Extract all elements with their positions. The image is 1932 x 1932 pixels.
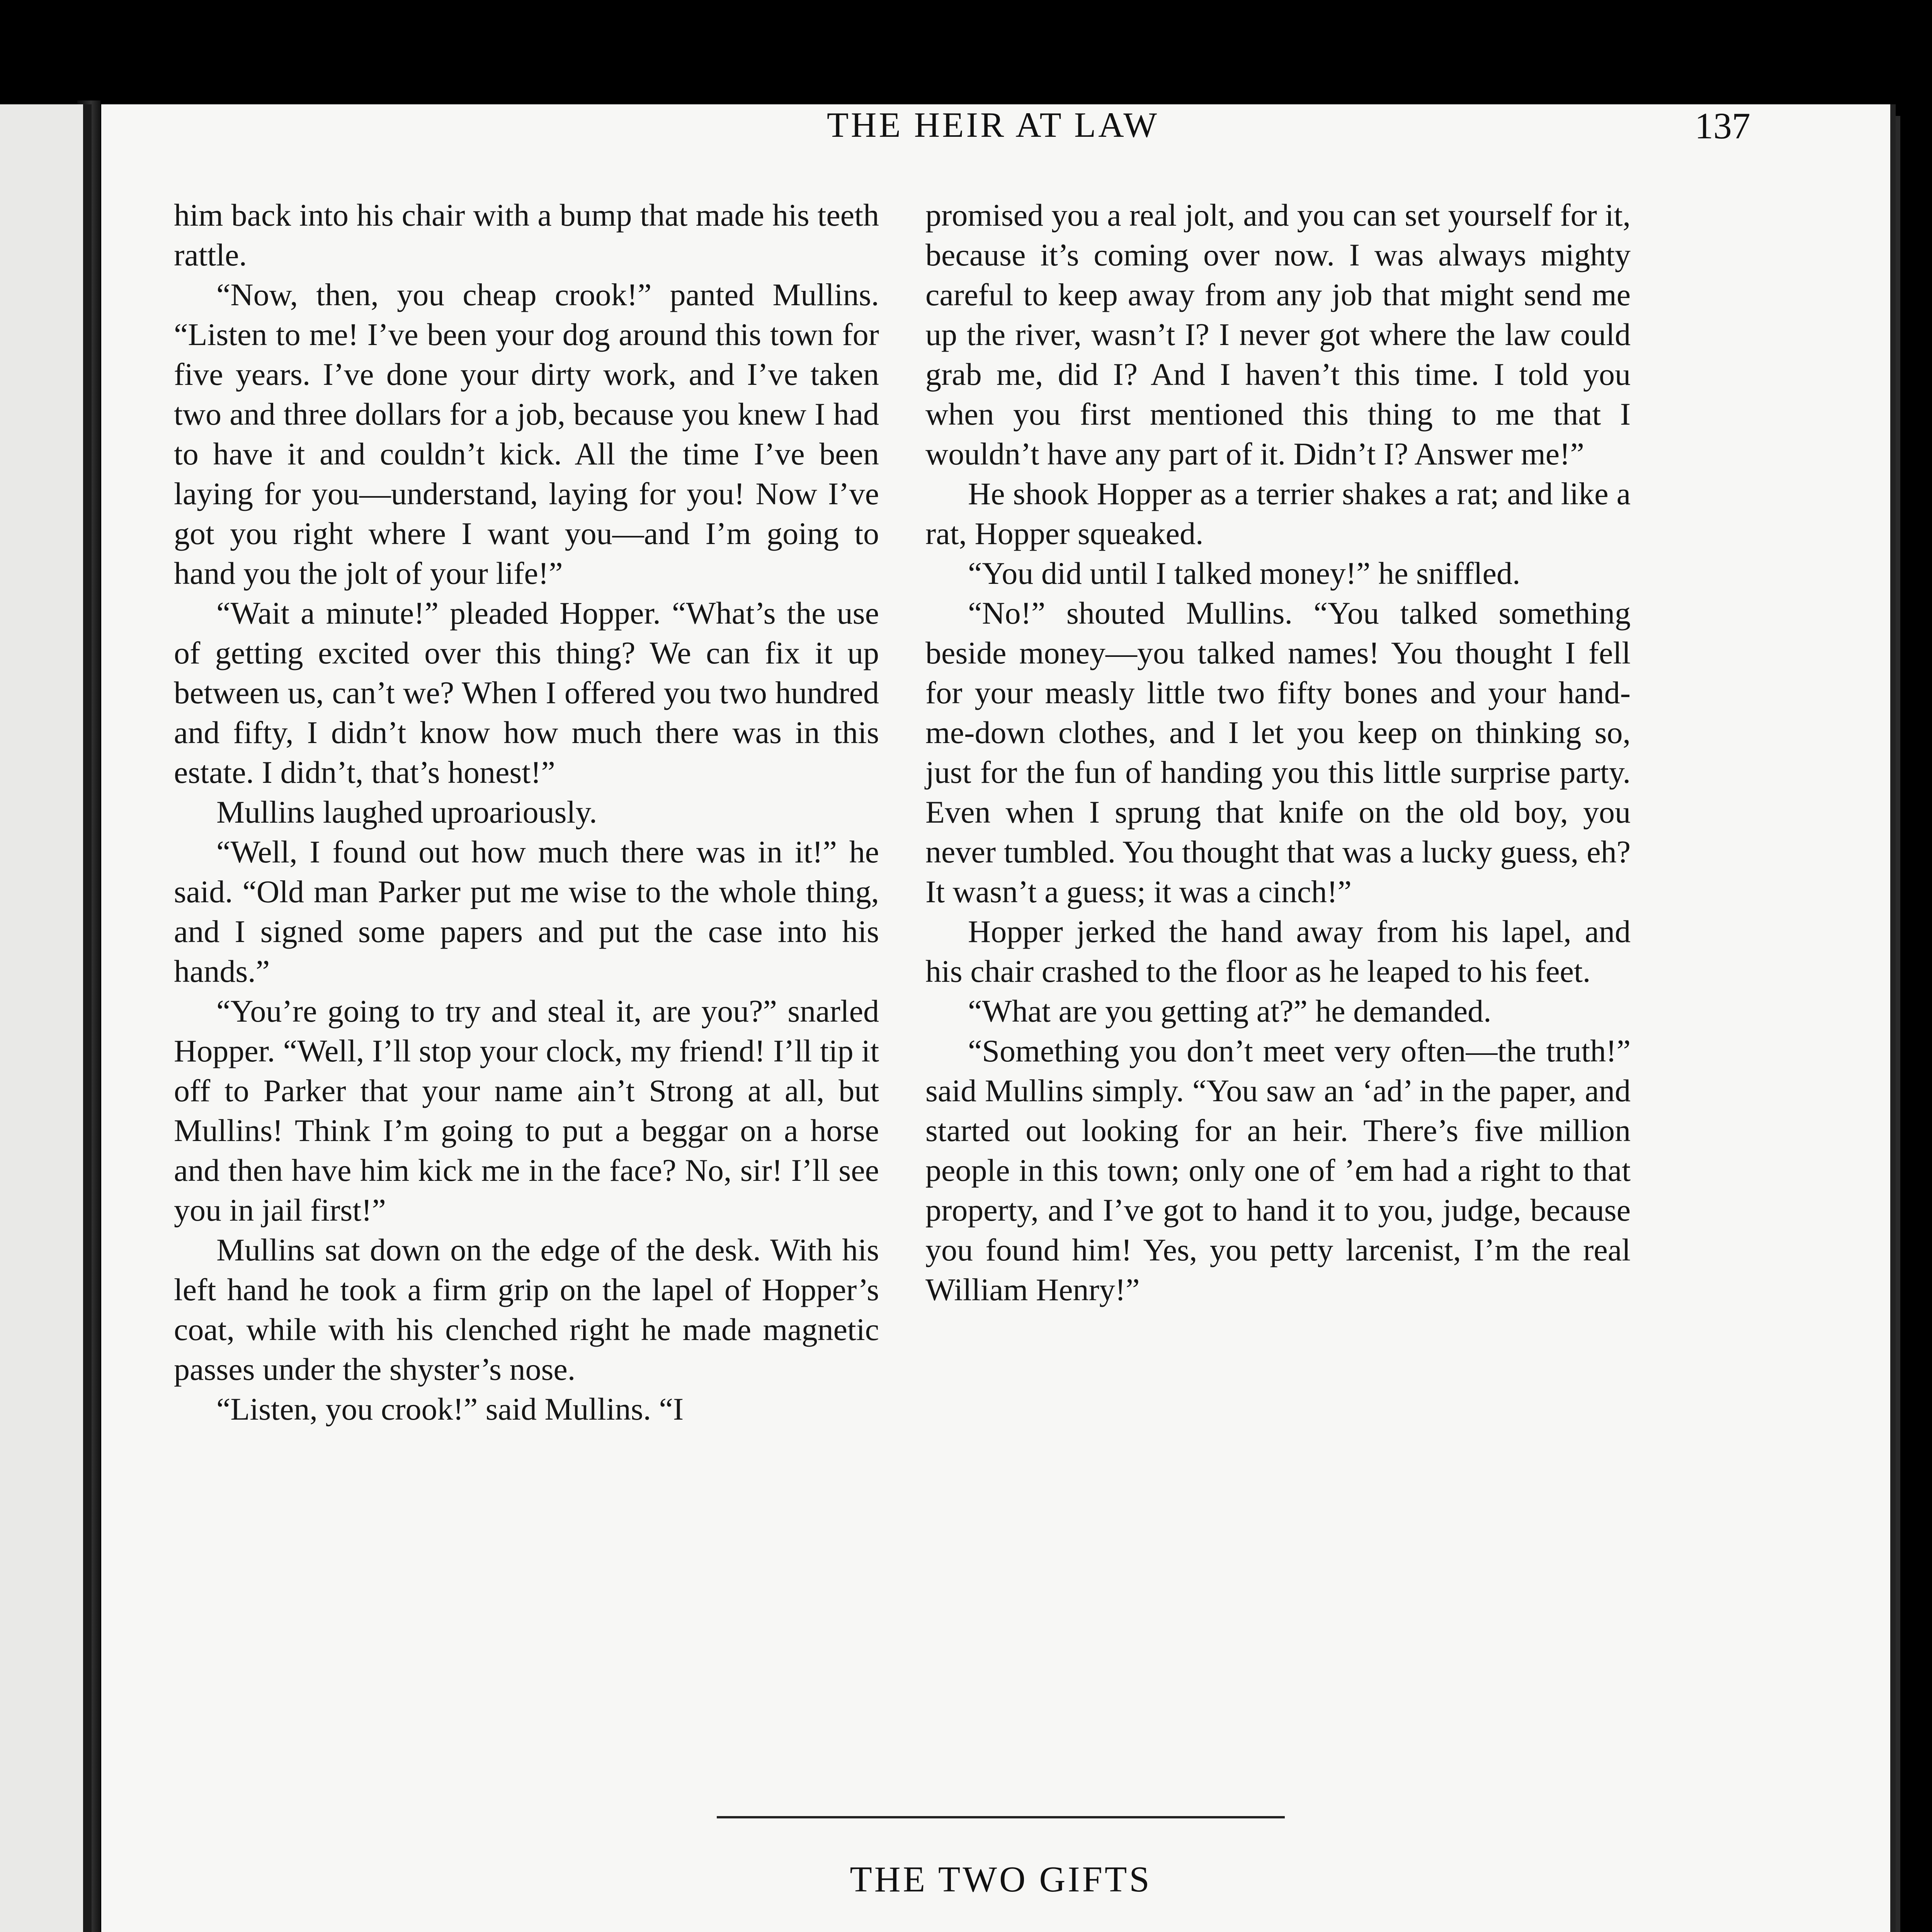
running-head: THE HEIR AT LAW bbox=[827, 105, 1160, 145]
paragraph: “No!” shouted Mullins. “You talked something beside money—you talked names! You thought I fell for your measly little two fifty bones and your hand-me-down clothes, and I let you keep on thinking so, just for the fun of handing you this little surprise party. Even when I sprung that knife on the old boy, you never tumbled. You thought that was a lucky guess, eh? It wasn’t a guess; it was a cinch!” bbox=[925, 595, 1631, 909]
story-right-column bbox=[925, 195, 1631, 1310]
paragraph: Mullins sat down on the edge of the desk. With his left hand he took a firm grip on the lapel of Hopper’s coat, while with his clenched right he made magnetic passes under the shyster’s nose. bbox=[174, 1232, 879, 1387]
paragraph: “Wait a minute!” pleaded Hopper. “What’s the use of getting excited over this thing? We can fix it up between us, can’t we? When I offered you two hundred and fifty, I didn’t know how much there was in this estate. I didn’t, that’s honest!” bbox=[174, 595, 879, 790]
facing-page-edge bbox=[0, 104, 92, 1932]
section-divider bbox=[717, 1816, 1285, 1818]
paragraph: Mullins laughed uproariously. bbox=[216, 794, 597, 830]
paragraph: “You did until I talked money!” he sniffled. bbox=[968, 556, 1520, 591]
story-left-column bbox=[174, 195, 879, 1429]
paragraph: “Well, I found out how much there was in it!” he said. “Old man Parker put me wise to the whole thing, and I signed some papers and put the case into his hands.” bbox=[174, 834, 879, 989]
paragraph: “Something you don’t meet very often—the truth!” said Mullins simply. “You saw an ‘ad’ in the paper, and started out looking for an heir. There’s five million people in this town; only one of ’em had a right to that property, and I’ve got to hand it to you, judge, because you found him! Yes, you petty larcenist, I’m the real William Henry!” bbox=[925, 1033, 1631, 1307]
paragraph: Hopper jerked the hand away from his lapel, and his chair crashed to the floor as he leaped to his feet. bbox=[925, 914, 1631, 989]
paragraph: “Now, then, you cheap crook!” panted Mullins. “Listen to me! I’ve been your dog around this town for five years. I’ve done your dirty work, and I’ve taken two and three dollars for a job, because you knew I had to have it and couldn’t kick. All the time I’ve been laying for you—understand, laying for you! Now I’ve got you right where I want you—and I’m going to hand you the jolt of your life!” bbox=[174, 277, 879, 591]
paragraph: him back into his chair with a bump that made his teeth rattle. bbox=[174, 197, 879, 272]
page-edge-shadow bbox=[1890, 116, 1900, 1932]
page-number: 137 bbox=[1695, 105, 1750, 146]
paragraph: “What are you getting at?” he demanded. bbox=[968, 993, 1492, 1029]
poem-title: THE TWO GIFTS bbox=[850, 1859, 1152, 1900]
paragraph: He shook Hopper as a terrier shakes a rat; and like a rat, Hopper squeaked. bbox=[925, 476, 1631, 551]
paragraph: “Listen, you crook!” said Mullins. “I bbox=[216, 1391, 684, 1427]
paragraph: “You’re going to try and steal it, are you?” snarled Hopper. “Well, I’ll stop your clock, my friend! I’ll tip it off to Parker that your name ain’t Strong at all, but Mullins! Think I’m going to put a beggar on a horse and then have him kick me in the face? No, sir! I’ll see you in jail first!” bbox=[174, 993, 879, 1228]
paragraph: promised you a real jolt, and you can set yourself for it, because it’s coming over now. I was always mighty careful to keep away from any job that might send me up the river, wasn’t I? I never got where the law could grab me, did I? And I haven’t this time. I told you when you first mentioned this thing to me that I wouldn’t have any part of it. Didn’t I? Answer me!” bbox=[925, 197, 1631, 471]
